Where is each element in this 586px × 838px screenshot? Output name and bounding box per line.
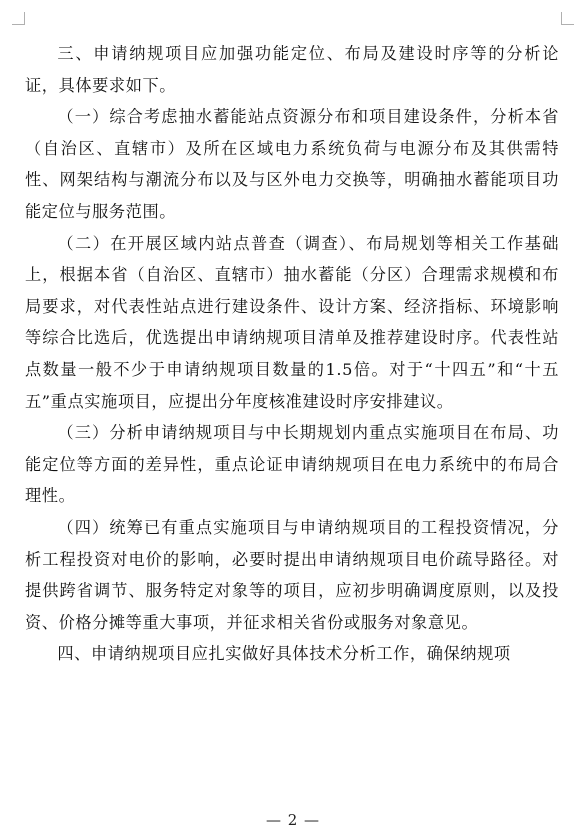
paragraph-section-four: 四、申请纳规项目应扎实做好具体技术分析工作，确保纳规项 [57, 644, 511, 664]
page-number: — 2 — [265, 811, 321, 829]
crop-mark-top-left [12, 12, 25, 25]
paragraph-item-two: （二）在开展区域内站点普查（调查）、布局规划等相关工作基础上，根据本省（自治区、直辖市）抽水蓄能（分区）合理需求规模和布局要求，对代表性站点进行建设条件、设计方案、经济指标、环境影响等综合比选后，优选提出申请纳规项目清单及推荐建设时序。代表性站点数量一般不少于申请纳规项目数量的1.5倍。对于“十四五”和“十五五”重点实施项目，应提出分年度核准建设时序安排建议。 [25, 233, 559, 411]
paragraph-section-three: 三、申请纳规项目应加强功能定位、布局及建设时序等的分析论证，具体要求如下。 [25, 44, 559, 95]
paragraph-item-four: （四）统筹已有重点实施项目与申请纳规项目的工程投资情况，分析工程投资对电价的影响，必要时提出申请纳规项目电价疏导路径。对提供跨省调节、服务特定对象等的项目，应初步明确调度原则，以及投资、价格分摊等重大事项，并征求相关省份或服务对象意见。 [25, 517, 559, 632]
paragraph-item-one: （一）综合考虑抽水蓄能站点资源分布和项目建设条件，分析本省（自治区、直辖市）及所在区域电力系统负荷与电源分布及其供需特性、网架结构与潮流分布以及与区外电力交换等，明确抽水蓄能项目功能定位与服务范围。 [25, 107, 559, 221]
body-text [25, 38, 559, 670]
paragraph-item-three: （三）分析申请纳规项目与中长期规划内重点实施项目在布局、功能定位等方面的差异性，重点论证申请纳规项目在电力系统中的布局合理性。 [25, 423, 559, 506]
crop-mark-top-right [561, 12, 574, 25]
